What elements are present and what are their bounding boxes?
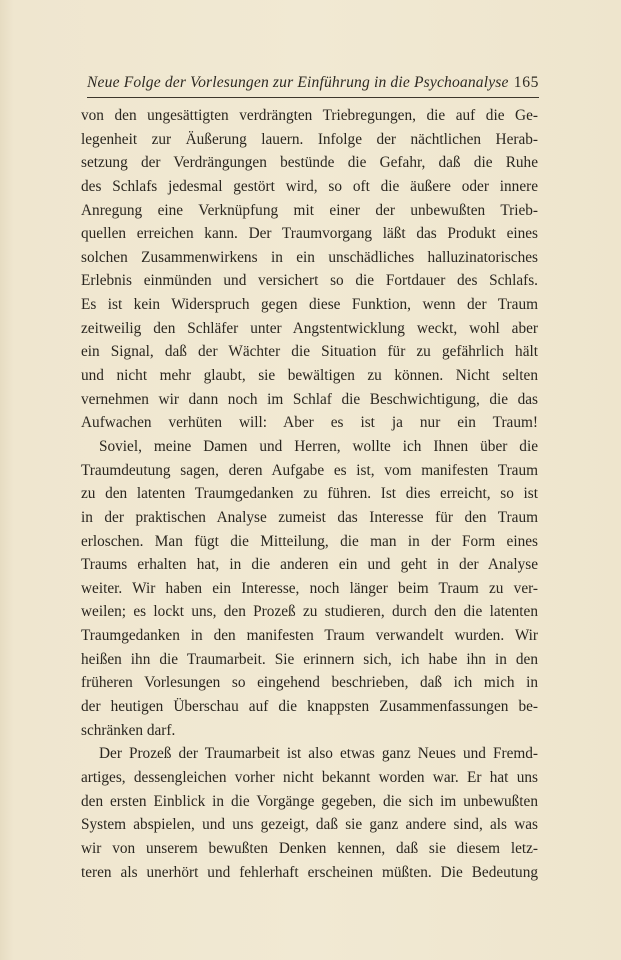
text-line: teren als unerhört und fehlerhaft erscheinen müßten. Die Bedeutung (81, 863, 538, 881)
header-rule (87, 97, 539, 98)
text-line: der heutigen Überschau auf die knappsten Zusammenfassungen be- (81, 698, 538, 716)
text-line: wir von unserem bewußten Denken kennen, daß sie diesem letz- (81, 839, 538, 857)
text-line: den ersten Einblick in die Vorgänge gegeben, die sich im unbewußten (81, 792, 538, 810)
text-line: Anregung eine Verknüpfung mit einer der unbewußten Trieb- (81, 201, 538, 219)
text-line: weilen; es lockt uns, den Prozeß zu studieren, durch den die latenten (81, 603, 538, 621)
text-line: und nicht mehr glaubt, sie bewältigen zu können. Nicht selten (81, 367, 538, 385)
page-number: 165 (513, 74, 539, 91)
text-line: System abspielen, und uns gezeigt, daß sie ganz andere sind, als was (81, 816, 538, 834)
text-line: Erlebnis einmünden und versichert so die Fortdauer des Schlafs. (81, 272, 538, 290)
text-line: Traumgedanken in den manifesten Traum verwandelt wurden. Wir (81, 627, 538, 645)
text-line: Aufwachen verhüten will: Aber es ist ja nur ein Traum! (81, 414, 538, 432)
text-line: Traums erhalten hat, in die anderen ein und geht in der Analyse (81, 556, 538, 574)
text-line: vernehmen wir dann noch im Schlaf die Beschwichtigung, die das (81, 390, 538, 408)
text-line: zu den latenten Traumgedanken zu führen. Ist dies erreicht, so ist (81, 485, 538, 503)
text-line: solchen Zusammenwirkens in ein unschädliches halluzinatorisches (81, 248, 538, 266)
text-line: Es ist kein Widerspruch gegen diese Funktion, wenn der Traum (81, 296, 538, 314)
text-line: legenheit zur Äußerung lauern. Infolge der nächtlichen Herab- (81, 130, 538, 148)
text-line: artiges, dessengleichen vorher nicht bekannt worden war. Er hat uns (81, 768, 538, 786)
text-line: quellen erreichen kann. Der Traumvorgang läßt das Produkt eines (81, 225, 538, 243)
text-line: zeitweilig den Schläfer unter Angstentwicklung weckt, wohl aber (81, 319, 538, 337)
text-line: in der praktischen Analyse zumeist das Interesse für den Traum (81, 508, 538, 526)
text-line: ein Signal, daß der Wächter die Situation für zu gefährlich hält (81, 343, 538, 361)
text-line: Soviel, meine Damen und Herren, wollte ich Ihnen über die (99, 437, 538, 455)
text-line: weiter. Wir haben ein Interesse, noch länger beim Traum zu ver- (81, 579, 538, 597)
text-line: früheren Vorlesungen so eingehend beschrieben, daß ich mich in (81, 674, 538, 692)
running-header (87, 74, 539, 96)
text-line: von den ungesättigten verdrängten Triebregungen, die auf die Ge- (81, 107, 538, 124)
text-line: setzung der Verdrängungen bestünde die Gefahr, daß die Ruhe (81, 154, 538, 172)
text-line: des Schlafs jedesmal gestört wird, so oft die äußere oder innere (81, 177, 538, 195)
text-line: Der Prozeß der Traumarbeit ist also etwas ganz Neues und Fremd- (99, 745, 538, 763)
text-line: Traumdeutung sagen, deren Aufgabe es ist, vom manifesten Traum (81, 461, 538, 479)
text-line: erloschen. Man fügt die Mitteilung, die man in der Form eines (81, 532, 538, 550)
text-line: heißen ihn die Traumarbeit. Sie erinnern sich, ich habe ihn in den (81, 650, 538, 668)
text-line: schränken darf. (81, 721, 176, 739)
running-header-title: Neue Folge der Vorlesungen zur Einführung in die Psychoanalyse (87, 74, 509, 91)
body-text (81, 104, 538, 884)
